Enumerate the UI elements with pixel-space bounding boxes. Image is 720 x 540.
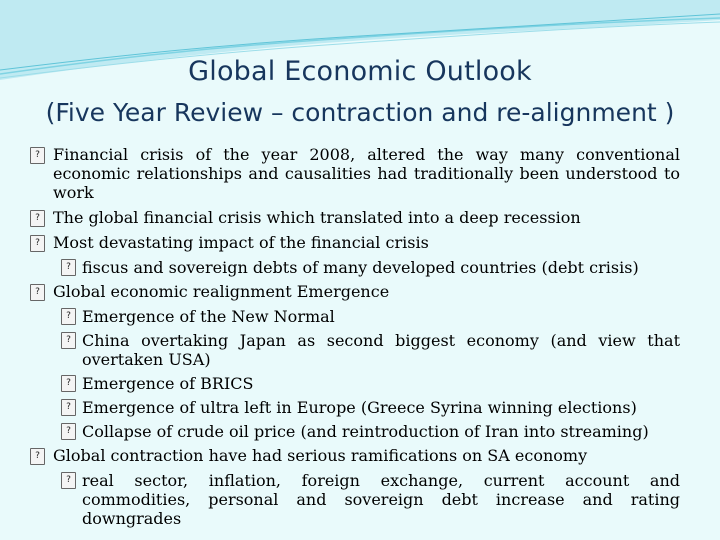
sub-bullet-item [30, 422, 680, 441]
sub-bullet-glyph-icon: ? [61, 374, 76, 393]
sub-bullet-glyph-icon: ? [61, 331, 76, 350]
sub-bullet-item [30, 471, 680, 528]
bullet-item [30, 145, 680, 202]
bullet-item [30, 233, 680, 252]
sub-bullet-text: real sector, inflation, foreign exchange, current account and commodities, personal and sovereign debt increase and rating downgrades [82, 471, 680, 528]
bullet-text: Financial crisis of the year 2008, altered the way many conventional economic relationships and causalities had traditionally been understood to work [53, 145, 680, 202]
bullet-item [30, 282, 680, 301]
bullet-glyph-icon: ? [30, 145, 45, 164]
slide-subtitle: (Five Year Review – contraction and re-alignment ) [45, 98, 675, 127]
bullet-item [30, 446, 680, 465]
bullet-glyph-icon: ? [30, 446, 45, 465]
sub-bullet-item [30, 398, 680, 417]
sub-bullet-glyph-icon: ? [61, 471, 76, 490]
sub-bullet-glyph-icon: ? [61, 398, 76, 417]
sub-bullet-item [30, 307, 680, 326]
sub-bullet-item [30, 258, 680, 277]
sub-bullet-text: Emergence of the New Normal [82, 307, 335, 326]
sub-bullet-text: Collapse of crude oil price (and reintroduction of Iran into streaming) [82, 422, 649, 441]
bullet-text: Global contraction have had serious ramifications on SA economy [53, 446, 588, 465]
sub-bullet-item [30, 374, 680, 393]
sub-bullet-text: Emergence of BRICS [82, 374, 254, 393]
slide-title: Global Economic Outlook [188, 56, 532, 87]
sub-bullet-glyph-icon: ? [61, 422, 76, 441]
bullet-item [30, 208, 680, 227]
bullet-text: Most devastating impact of the financial crisis [53, 233, 429, 252]
bullet-text: The global financial crisis which translated into a deep recession [53, 208, 581, 227]
sub-bullet-text: China overtaking Japan as second biggest economy (and view that overtaken USA) [82, 331, 680, 369]
bullet-glyph-icon: ? [30, 208, 45, 227]
bullet-text: Global economic realignment Emergence [53, 282, 390, 301]
sub-bullet-glyph-icon: ? [61, 258, 76, 277]
bullet-glyph-icon: ? [30, 282, 45, 301]
sub-bullet-glyph-icon: ? [61, 307, 76, 326]
bullet-list [30, 145, 680, 533]
bullet-glyph-icon: ? [30, 233, 45, 252]
sub-bullet-text: fiscus and sovereign debts of many developed countries (debt crisis) [82, 258, 639, 277]
sub-bullet-item [30, 331, 680, 369]
sub-bullet-text: Emergence of ultra left in Europe (Greece Syrina winning elections) [82, 398, 637, 417]
